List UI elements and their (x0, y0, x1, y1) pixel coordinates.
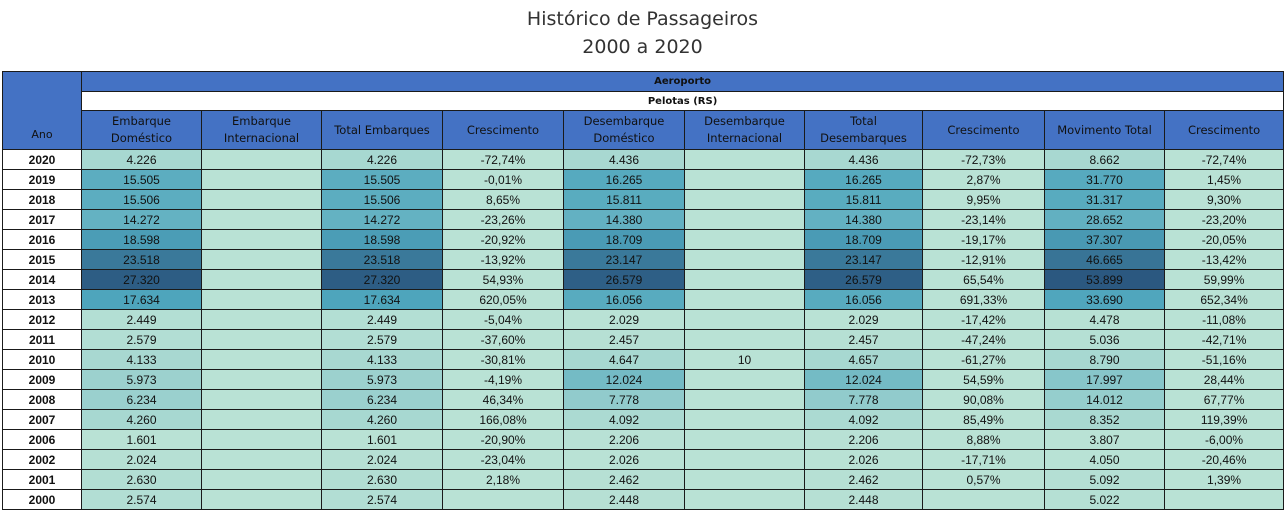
cell-movimento-total: 8.790 (1045, 350, 1165, 370)
cell-crescimento-embarques (443, 490, 564, 510)
cell-movimento-total: 5.022 (1045, 490, 1165, 510)
cell-crescimento-embarques: 8,65% (443, 190, 564, 210)
cell-crescimento-desembarques: -23,14% (923, 210, 1045, 230)
cell-desembarque-internacional (685, 270, 805, 290)
cell-ano: 2001 (3, 470, 82, 490)
cell-ano: 2018 (3, 190, 82, 210)
cell-embarque-domestico: 6.234 (82, 390, 202, 410)
col-crescimento-movimento-header: Crescimento (1165, 111, 1284, 150)
cell-crescimento-desembarques: 54,59% (923, 370, 1045, 390)
cell-total-embarques: 15.506 (322, 190, 443, 210)
page-subtitle: 2000 a 2020 (582, 36, 703, 58)
cell-crescimento-embarques: -20,92% (443, 230, 564, 250)
cell-crescimento-desembarques: -61,27% (923, 350, 1045, 370)
cell-embarque-domestico: 2.024 (82, 450, 202, 470)
cell-embarque-domestico: 27.320 (82, 270, 202, 290)
cell-desembarque-internacional (685, 150, 805, 170)
cell-total-desembarques: 26.579 (805, 270, 923, 290)
col-embarque-internacional-header: Embarque Internacional (202, 111, 322, 150)
cell-movimento-total: 28.652 (1045, 210, 1165, 230)
cell-crescimento-embarques: -4,19% (443, 370, 564, 390)
cell-embarque-internacional (202, 410, 322, 430)
cell-ano: 2007 (3, 410, 82, 430)
cell-desembarque-internacional (685, 170, 805, 190)
cell-embarque-internacional (202, 450, 322, 470)
cell-crescimento-desembarques: 90,08% (923, 390, 1045, 410)
cell-desembarque-domestico: 2.206 (564, 430, 685, 450)
cell-ano: 2019 (3, 170, 82, 190)
cell-total-desembarques: 2.206 (805, 430, 923, 450)
cell-ano: 2013 (3, 290, 82, 310)
cell-embarque-domestico: 1.601 (82, 430, 202, 450)
cell-desembarque-internacional (685, 190, 805, 210)
header-ano (3, 72, 82, 150)
cell-total-desembarques: 16.056 (805, 290, 923, 310)
cell-crescimento-embarques: -23,04% (443, 450, 564, 470)
cell-crescimento-desembarques: -47,24% (923, 330, 1045, 350)
cell-crescimento-movimento: -72,74% (1165, 150, 1284, 170)
cell-crescimento-movimento: 59,99% (1165, 270, 1284, 290)
cell-crescimento-desembarques: 85,49% (923, 410, 1045, 430)
cell-embarque-domestico: 2.630 (82, 470, 202, 490)
table-row (3, 190, 1284, 210)
cell-crescimento-movimento: -20,05% (1165, 230, 1284, 250)
table-row (3, 370, 1284, 390)
cell-total-embarques: 2.449 (322, 310, 443, 330)
cell-embarque-internacional (202, 230, 322, 250)
cell-movimento-total: 4.478 (1045, 310, 1165, 330)
cell-movimento-total: 5.036 (1045, 330, 1165, 350)
table-row (3, 170, 1284, 190)
table-row (3, 150, 1284, 170)
cell-crescimento-embarques: -0,01% (443, 170, 564, 190)
cell-crescimento-movimento: -11,08% (1165, 310, 1284, 330)
cell-embarque-domestico: 14.272 (82, 210, 202, 230)
cell-desembarque-domestico: 2.457 (564, 330, 685, 350)
passenger-table (2, 71, 1284, 510)
cell-desembarque-internacional (685, 470, 805, 490)
cell-embarque-internacional (202, 330, 322, 350)
cell-crescimento-embarques: -30,81% (443, 350, 564, 370)
cell-total-desembarques: 4.092 (805, 410, 923, 430)
cell-total-embarques: 4.226 (322, 150, 443, 170)
cell-desembarque-domestico: 2.026 (564, 450, 685, 470)
table-row (3, 430, 1284, 450)
cell-crescimento-movimento: 9,30% (1165, 190, 1284, 210)
cell-crescimento-movimento: -23,20% (1165, 210, 1284, 230)
col-total-desembarques-header: Total Desembarques (805, 111, 923, 150)
cell-movimento-total: 5.092 (1045, 470, 1165, 490)
cell-total-embarques: 2.630 (322, 470, 443, 490)
table-row (3, 350, 1284, 370)
cell-embarque-internacional (202, 150, 322, 170)
cell-total-embarques: 6.234 (322, 390, 443, 410)
cell-ano: 2020 (3, 150, 82, 170)
cell-embarque-internacional (202, 290, 322, 310)
cell-desembarque-domestico: 18.709 (564, 230, 685, 250)
cell-crescimento-desembarques: -12,91% (923, 250, 1045, 270)
cell-desembarque-internacional (685, 430, 805, 450)
cell-ano: 2002 (3, 450, 82, 470)
cell-crescimento-movimento: 652,34% (1165, 290, 1284, 310)
cell-desembarque-internacional (685, 310, 805, 330)
cell-crescimento-movimento: 1,45% (1165, 170, 1284, 190)
cell-embarque-domestico: 15.505 (82, 170, 202, 190)
cell-crescimento-embarques: -13,92% (443, 250, 564, 270)
table-row (3, 390, 1284, 410)
cell-embarque-internacional (202, 490, 322, 510)
cell-movimento-total: 8.662 (1045, 150, 1165, 170)
cell-ano: 2017 (3, 210, 82, 230)
cell-embarque-domestico: 23.518 (82, 250, 202, 270)
cell-total-embarques: 4.133 (322, 350, 443, 370)
cell-total-desembarques: 2.029 (805, 310, 923, 330)
cell-embarque-domestico: 18.598 (82, 230, 202, 250)
cell-total-desembarques: 4.657 (805, 350, 923, 370)
cell-ano: 2009 (3, 370, 82, 390)
cell-crescimento-movimento: 28,44% (1165, 370, 1284, 390)
cell-embarque-domestico: 5.973 (82, 370, 202, 390)
table-row (3, 210, 1284, 230)
cell-total-embarques: 2.024 (322, 450, 443, 470)
cell-ano: 2014 (3, 270, 82, 290)
cell-total-desembarques: 2.462 (805, 470, 923, 490)
cell-crescimento-movimento: -20,46% (1165, 450, 1284, 470)
cell-ano: 2011 (3, 330, 82, 350)
table-row (3, 330, 1284, 350)
cell-desembarque-domestico: 7.778 (564, 390, 685, 410)
col-crescimento-embarques-header: Crescimento (443, 111, 564, 150)
cell-embarque-internacional (202, 390, 322, 410)
cell-desembarque-internacional (685, 330, 805, 350)
cell-crescimento-desembarques: 691,33% (923, 290, 1045, 310)
cell-total-embarques: 17.634 (322, 290, 443, 310)
cell-total-desembarques: 2.026 (805, 450, 923, 470)
cell-total-embarques: 2.579 (322, 330, 443, 350)
cell-movimento-total: 17.997 (1045, 370, 1165, 390)
cell-total-embarques: 4.260 (322, 410, 443, 430)
cell-total-desembarques: 2.457 (805, 330, 923, 350)
cell-embarque-internacional (202, 310, 322, 330)
cell-total-desembarques: 23.147 (805, 250, 923, 270)
table-row (3, 230, 1284, 250)
cell-total-embarques: 23.518 (322, 250, 443, 270)
cell-total-embarques: 1.601 (322, 430, 443, 450)
cell-embarque-domestico: 17.634 (82, 290, 202, 310)
cell-crescimento-embarques: -20,90% (443, 430, 564, 450)
page-title: Histórico de Passageiros (526, 8, 759, 30)
col-embarque-domestico-header: Embarque Doméstico (82, 111, 202, 150)
cell-embarque-domestico: 4.133 (82, 350, 202, 370)
cell-embarque-internacional (202, 350, 322, 370)
cell-embarque-internacional (202, 470, 322, 490)
cell-embarque-internacional (202, 270, 322, 290)
cell-total-desembarques: 15.811 (805, 190, 923, 210)
cell-embarque-internacional (202, 430, 322, 450)
cell-crescimento-embarques: 2,18% (443, 470, 564, 490)
cell-desembarque-internacional (685, 410, 805, 430)
cell-total-desembarques: 14.380 (805, 210, 923, 230)
table-row (3, 450, 1284, 470)
cell-crescimento-desembarques: -72,73% (923, 150, 1045, 170)
cell-desembarque-domestico: 23.147 (564, 250, 685, 270)
col-desembarque-internacional-header: Desembarque Internacional (685, 111, 805, 150)
cell-crescimento-embarques: -37,60% (443, 330, 564, 350)
cell-movimento-total: 4.050 (1045, 450, 1165, 470)
cell-desembarque-domestico: 12.024 (564, 370, 685, 390)
cell-crescimento-movimento (1165, 490, 1284, 510)
cell-total-embarques: 5.973 (322, 370, 443, 390)
cell-desembarque-domestico: 14.380 (564, 210, 685, 230)
cell-crescimento-movimento: 67,77% (1165, 390, 1284, 410)
cell-crescimento-embarques: 166,08% (443, 410, 564, 430)
cell-movimento-total: 31.770 (1045, 170, 1165, 190)
cell-crescimento-embarques: -72,74% (443, 150, 564, 170)
cell-desembarque-domestico: 4.092 (564, 410, 685, 430)
cell-movimento-total: 53.899 (1045, 270, 1165, 290)
cell-total-desembarques: 18.709 (805, 230, 923, 250)
cell-crescimento-movimento: -51,16% (1165, 350, 1284, 370)
cell-crescimento-desembarques (923, 490, 1045, 510)
cell-crescimento-movimento: 119,39% (1165, 410, 1284, 430)
cell-ano: 2016 (3, 230, 82, 250)
cell-crescimento-embarques: 46,34% (443, 390, 564, 410)
table-row (3, 470, 1284, 490)
cell-total-desembarques: 16.265 (805, 170, 923, 190)
col-desembarque-domestico-header: Desembarque Doméstico (564, 111, 685, 150)
cell-movimento-total: 8.352 (1045, 410, 1165, 430)
table-row (3, 410, 1284, 430)
cell-desembarque-internacional (685, 490, 805, 510)
table-row (3, 290, 1284, 310)
cell-movimento-total: 31.317 (1045, 190, 1165, 210)
cell-total-desembarques: 7.778 (805, 390, 923, 410)
cell-embarque-internacional (202, 190, 322, 210)
cell-crescimento-movimento: -6,00% (1165, 430, 1284, 450)
cell-crescimento-desembarques: 65,54% (923, 270, 1045, 290)
cell-crescimento-embarques: -5,04% (443, 310, 564, 330)
cell-movimento-total: 46.665 (1045, 250, 1165, 270)
cell-embarque-domestico: 2.579 (82, 330, 202, 350)
cell-ano: 2015 (3, 250, 82, 270)
cell-embarque-internacional (202, 250, 322, 270)
col-total-embarques-header: Total Embarques (322, 111, 443, 150)
cell-ano: 2008 (3, 390, 82, 410)
cell-total-embarques: 2.574 (322, 490, 443, 510)
cell-crescimento-desembarques: -17,71% (923, 450, 1045, 470)
cell-crescimento-movimento: -42,71% (1165, 330, 1284, 350)
header-ano-label: Ano (31, 128, 53, 141)
cell-total-embarques: 14.272 (322, 210, 443, 230)
col-crescimento-desembarques-header: Crescimento (923, 111, 1045, 150)
cell-desembarque-internacional (685, 290, 805, 310)
cell-embarque-domestico: 2.574 (82, 490, 202, 510)
cell-total-embarques: 27.320 (322, 270, 443, 290)
cell-crescimento-desembarques: 0,57% (923, 470, 1045, 490)
cell-embarque-domestico: 4.260 (82, 410, 202, 430)
cell-crescimento-movimento: -13,42% (1165, 250, 1284, 270)
cell-desembarque-domestico: 16.265 (564, 170, 685, 190)
cell-desembarque-internacional (685, 210, 805, 230)
cell-total-desembarques: 2.448 (805, 490, 923, 510)
cell-movimento-total: 14.012 (1045, 390, 1165, 410)
cell-desembarque-domestico: 4.436 (564, 150, 685, 170)
cell-ano: 2000 (3, 490, 82, 510)
cell-total-embarques: 15.505 (322, 170, 443, 190)
table-row (3, 310, 1284, 330)
cell-desembarque-domestico: 15.811 (564, 190, 685, 210)
cell-embarque-domestico: 4.226 (82, 150, 202, 170)
col-movimento-total-header: Movimento Total (1045, 111, 1165, 150)
cell-movimento-total: 3.807 (1045, 430, 1165, 450)
cell-crescimento-desembarques: -17,42% (923, 310, 1045, 330)
cell-desembarque-domestico: 26.579 (564, 270, 685, 290)
cell-crescimento-embarques: -23,26% (443, 210, 564, 230)
cell-desembarque-domestico: 2.462 (564, 470, 685, 490)
cell-total-embarques: 18.598 (322, 230, 443, 250)
cell-desembarque-internacional: 10 (685, 350, 805, 370)
cell-movimento-total: 33.690 (1045, 290, 1165, 310)
cell-desembarque-internacional (685, 370, 805, 390)
cell-desembarque-domestico: 16.056 (564, 290, 685, 310)
cell-total-desembarques: 12.024 (805, 370, 923, 390)
cell-total-desembarques: 4.436 (805, 150, 923, 170)
cell-embarque-internacional (202, 170, 322, 190)
cell-desembarque-internacional (685, 390, 805, 410)
table-row (3, 250, 1284, 270)
cell-embarque-domestico: 15.506 (82, 190, 202, 210)
cell-desembarque-domestico: 4.647 (564, 350, 685, 370)
cell-ano: 2010 (3, 350, 82, 370)
cell-movimento-total: 37.307 (1045, 230, 1165, 250)
cell-embarque-internacional (202, 370, 322, 390)
cell-crescimento-desembarques: 8,88% (923, 430, 1045, 450)
cell-ano: 2012 (3, 310, 82, 330)
header-aeroporto: Aeroporto (82, 72, 1284, 92)
cell-crescimento-desembarques: 2,87% (923, 170, 1045, 190)
cell-crescimento-embarques: 620,05% (443, 290, 564, 310)
cell-desembarque-internacional (685, 250, 805, 270)
cell-embarque-internacional (202, 210, 322, 230)
header-airport-name: Pelotas (RS) (82, 92, 1284, 111)
cell-crescimento-desembarques: 9,95% (923, 190, 1045, 210)
cell-crescimento-movimento: 1,39% (1165, 470, 1284, 490)
cell-crescimento-embarques: 54,93% (443, 270, 564, 290)
cell-crescimento-desembarques: -19,17% (923, 230, 1045, 250)
cell-desembarque-internacional (685, 450, 805, 470)
cell-embarque-domestico: 2.449 (82, 310, 202, 330)
table-row (3, 490, 1284, 510)
cell-desembarque-domestico: 2.448 (564, 490, 685, 510)
cell-ano: 2006 (3, 430, 82, 450)
table-row (3, 270, 1284, 290)
cell-desembarque-internacional (685, 230, 805, 250)
cell-desembarque-domestico: 2.029 (564, 310, 685, 330)
